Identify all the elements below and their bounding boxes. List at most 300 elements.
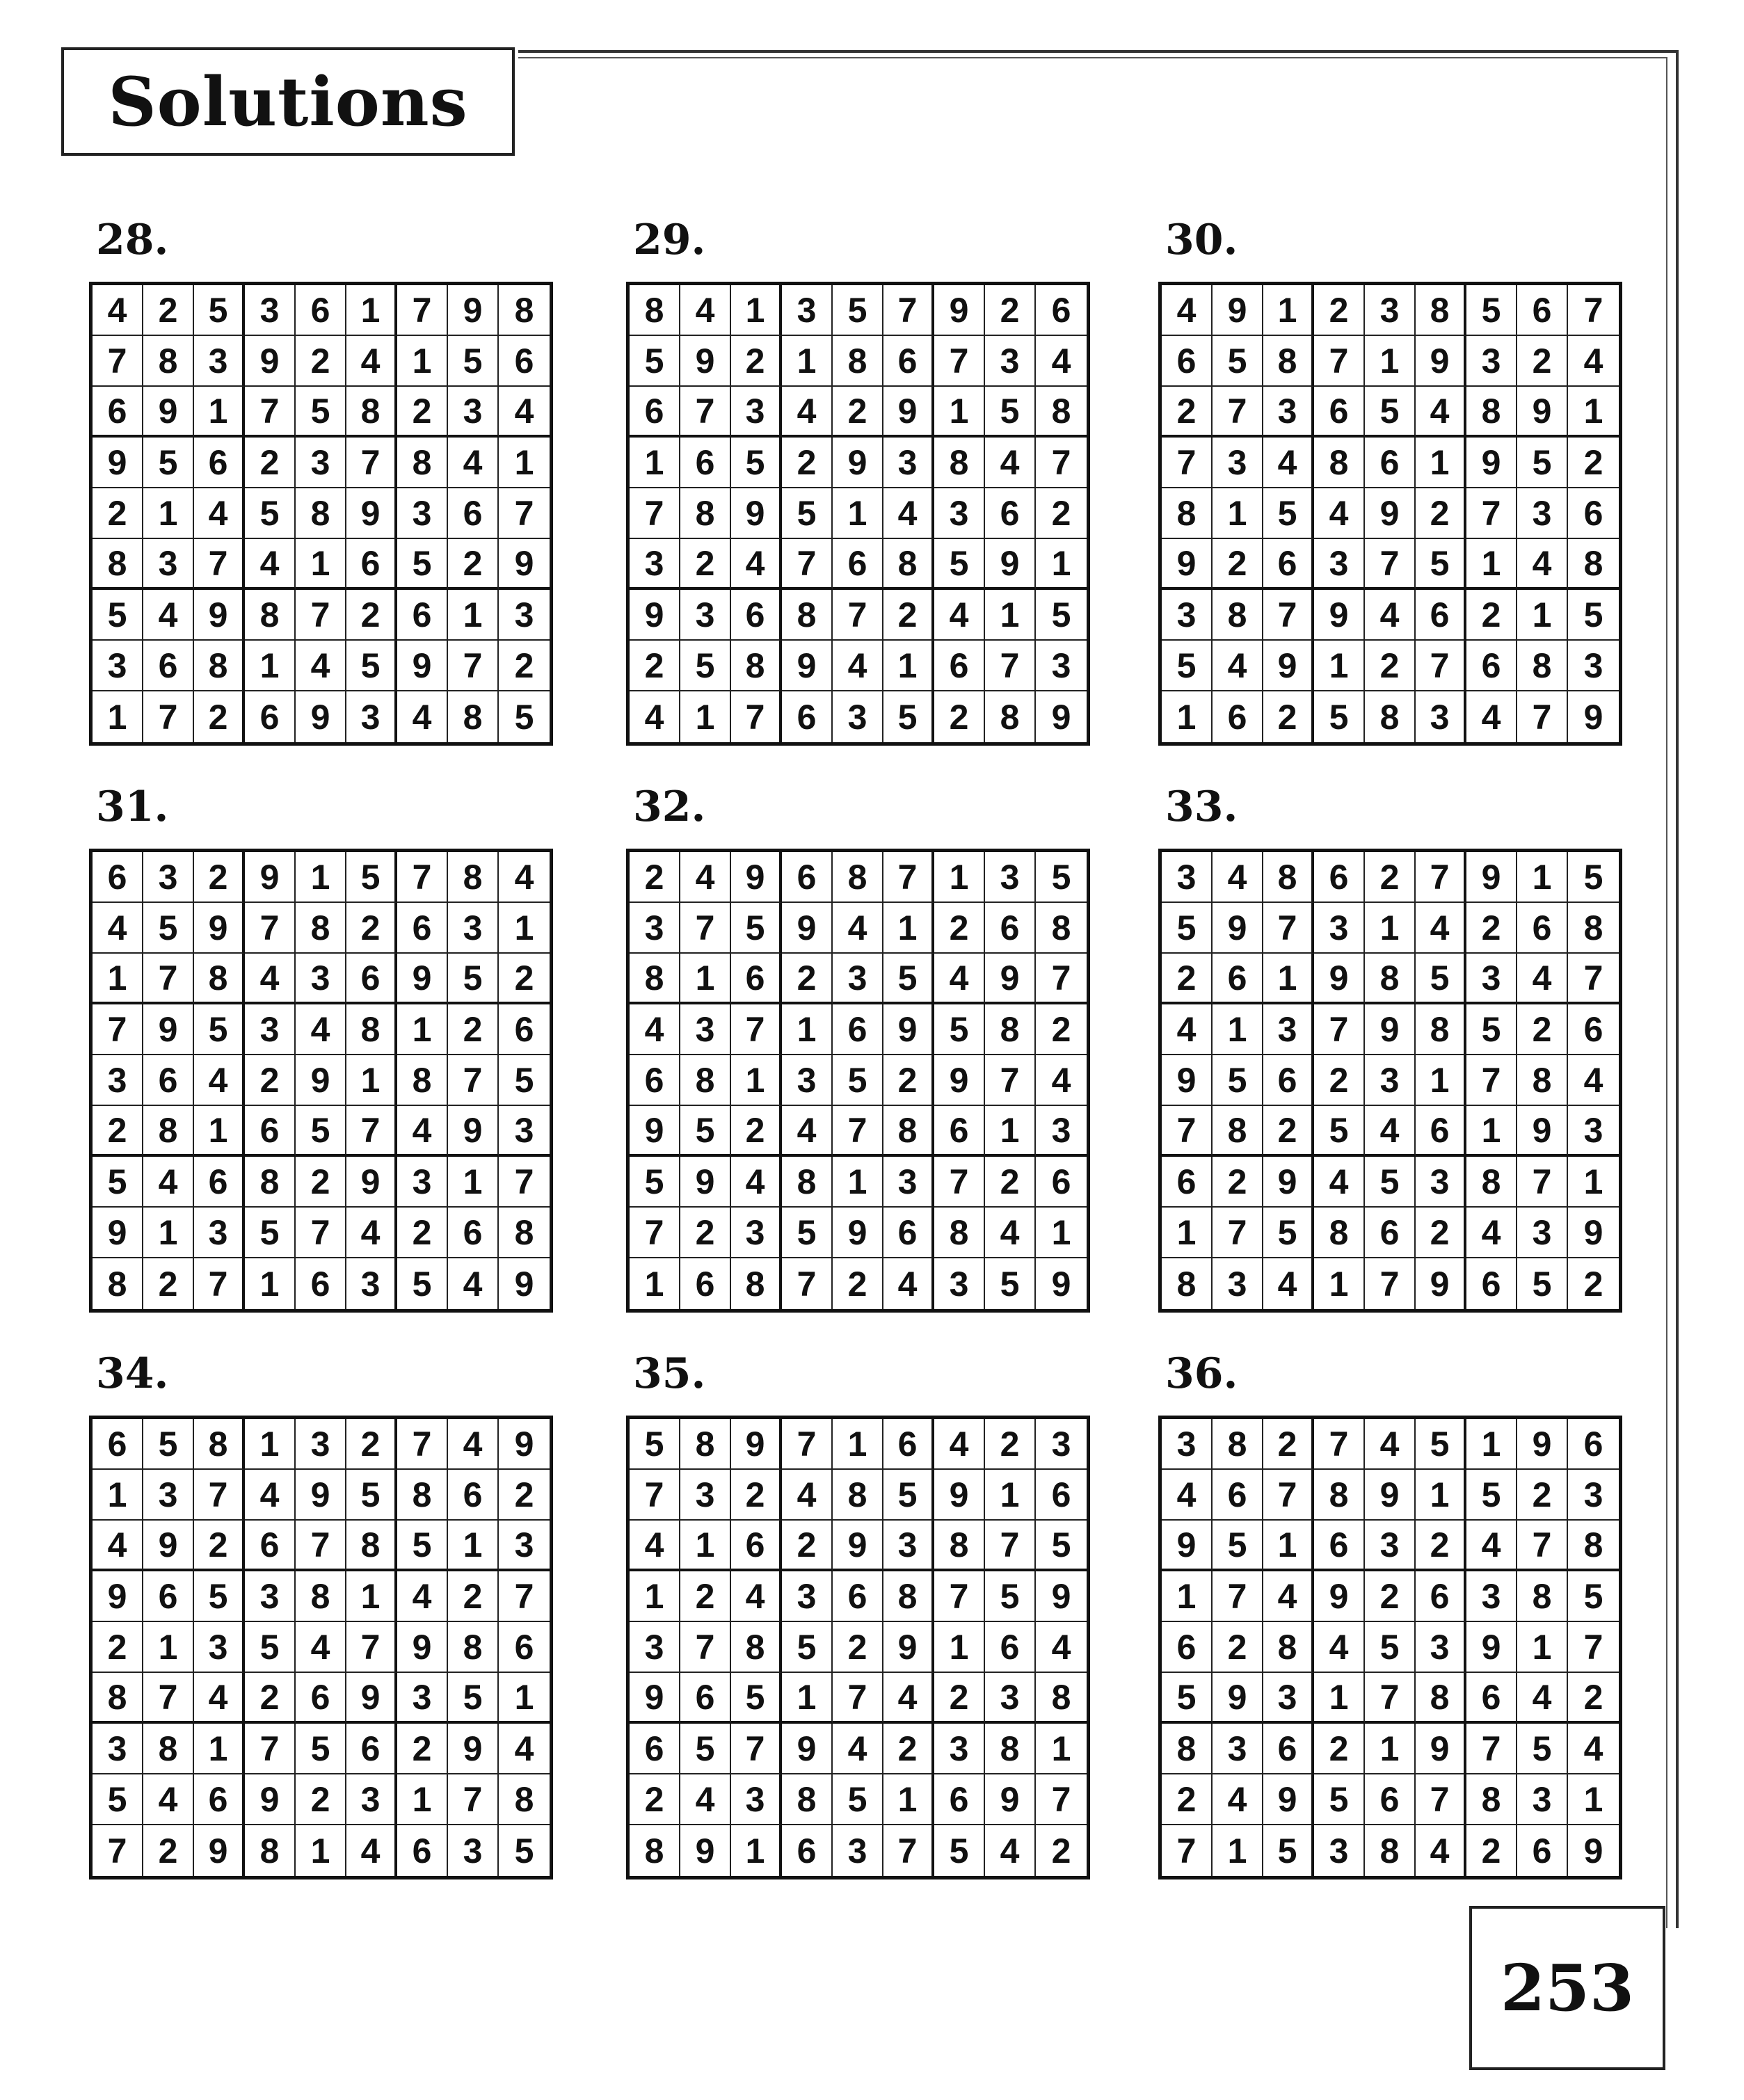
grid-cell: 3 [1517,488,1568,539]
grid-cell: 7 [731,1724,782,1774]
grid-cell: 3 [1213,1258,1263,1309]
grid-cell: 5 [934,539,985,590]
grid-cell: 5 [833,1774,883,1825]
grid-cell: 2 [680,1208,731,1258]
page-title: Solutions [108,62,468,141]
grid-cell: 6 [883,1419,934,1470]
grid-cell: 4 [1263,1258,1314,1309]
grid-cell: 3 [1162,852,1213,903]
grid-cell: 1 [1162,691,1213,742]
grid-cell: 9 [833,1521,883,1571]
grid-cell: 8 [680,488,731,539]
grid-cell: 4 [93,285,143,336]
grid-cell: 1 [397,1774,448,1825]
grid-cell: 8 [1213,1419,1263,1470]
title-box [61,47,515,156]
grid-cell: 1 [245,1419,296,1470]
grid-cell: 6 [1314,852,1365,903]
grid-cell: 7 [680,387,731,438]
grid-cell: 9 [1365,1004,1416,1055]
grid-cell: 6 [630,1055,680,1106]
grid-cell: 4 [630,691,680,742]
grid-cell: 5 [1162,1673,1213,1724]
grid-cell: 8 [245,1825,296,1876]
grid-cell: 8 [397,438,448,488]
grid-cell: 7 [1466,488,1517,539]
grid-cell: 6 [833,539,883,590]
grid-cell: 5 [883,691,934,742]
grid-cell: 9 [296,1470,346,1521]
grid-cell: 8 [1517,641,1568,691]
grid-cell: 6 [1365,438,1416,488]
grid-cell: 6 [1213,691,1263,742]
grid-cell: 8 [93,1673,143,1724]
grid-cell: 4 [1314,488,1365,539]
grid-cell: 1 [630,1571,680,1622]
grid-cell: 7 [1466,1724,1517,1774]
grid-cell: 4 [143,590,194,641]
grid-cell: 1 [1365,903,1416,954]
grid-cell: 7 [1517,1157,1568,1208]
grid-cell: 6 [1416,1571,1466,1622]
grid-cell: 5 [448,336,499,387]
grid-cell: 7 [499,488,550,539]
grid-cell: 2 [245,438,296,488]
grid-cell: 1 [397,336,448,387]
grid-cell: 8 [1213,1106,1263,1157]
grid-cell: 5 [1263,1208,1314,1258]
grid-cell: 4 [499,387,550,438]
grid-cell: 7 [934,1571,985,1622]
grid-cell: 4 [194,488,245,539]
grid-cell: 7 [1568,285,1619,336]
grid-cell: 8 [499,1208,550,1258]
grid-cell: 3 [1263,1004,1314,1055]
grid-cell: 7 [397,285,448,336]
grid-cell: 6 [1517,285,1568,336]
grid-cell: 6 [245,691,296,742]
grid-cell: 6 [1568,488,1619,539]
grid-cell: 6 [1517,1825,1568,1876]
grid-cell: 8 [397,1470,448,1521]
grid-cell: 5 [143,1419,194,1470]
grid-cell: 5 [782,1622,833,1673]
grid-cell: 5 [1517,438,1568,488]
grid-cell: 1 [1036,1208,1087,1258]
grid-cell: 5 [680,641,731,691]
grid-cell: 1 [1314,641,1365,691]
grid-cell: 1 [448,590,499,641]
grid-cell: 2 [1583,1264,1603,1304]
grid-cell: 7 [245,387,296,438]
page-frame-top [518,50,1679,53]
grid-cell: 4 [1314,1157,1365,1208]
grid-cell: 4 [883,1673,934,1724]
grid-cell: 3 [1162,590,1213,641]
grid-cell: 3 [346,691,397,742]
grid-cell: 4 [680,1774,731,1825]
grid-cell: 4 [934,1419,985,1470]
grid-cell: 6 [934,641,985,691]
grid-cell: 3 [1213,438,1263,488]
grid-cell: 1 [296,1825,346,1876]
grid-cell: 4 [934,954,985,1004]
grid-cell: 9 [1517,387,1568,438]
grid-cell: 7 [1466,1055,1517,1106]
grid-cell: 3 [731,1774,782,1825]
grid-cell: 9 [1162,1521,1213,1571]
grid-cell: 1 [985,1470,1036,1521]
grid-cell: 2 [448,539,499,590]
grid-cell: 4 [397,691,448,742]
grid-cell: 8 [499,1774,550,1825]
grid-cell: 2 [782,1521,833,1571]
grid-cell: 6 [1517,903,1568,954]
grid-cell: 7 [934,336,985,387]
grid-cell: 3 [934,1258,985,1309]
grid-cell: 3 [296,1419,346,1470]
grid-cell: 8 [93,539,143,590]
grid-cell: 7 [1263,590,1314,641]
grid-cell: 5 [499,1055,550,1106]
grid-cell: 6 [782,1825,833,1876]
grid-cell: 9 [985,954,1036,1004]
grid-cell: 7 [143,691,194,742]
grid-cell: 8 [985,1724,1036,1774]
grid-cell: 5 [296,1106,346,1157]
grid-cell: 1 [93,691,143,742]
grid-cell: 7 [499,1571,550,1622]
grid-cell: 1 [883,903,934,954]
grid-cell: 4 [143,1157,194,1208]
grid-cell: 1 [1365,336,1416,387]
grid-cell: 6 [883,1208,934,1258]
grid-cell: 2 [143,1258,194,1309]
grid-cell: 7 [985,641,1036,691]
grid-cell: 5 [630,1419,680,1470]
grid-cell: 1 [630,438,680,488]
grid-cell: 5 [782,488,833,539]
grid-cell: 7 [93,1825,143,1876]
grid-cell: 1 [934,387,985,438]
puzzle-solution [1158,783,1622,1313]
grid-cell: 9 [1466,1622,1517,1673]
grid-cell: 2 [346,590,397,641]
grid-cell: 5 [514,697,534,737]
grid-cell: 2 [731,336,782,387]
grid-cell: 5 [194,1571,245,1622]
grid-cell: 8 [782,1157,833,1208]
grid-cell: 2 [1568,1673,1619,1724]
grid-cell: 5 [245,488,296,539]
grid-cell: 3 [1466,336,1517,387]
grid-cell: 2 [93,488,143,539]
grid-cell: 7 [782,1258,833,1309]
grid-cell: 3 [782,1571,833,1622]
grid-cell: 3 [296,954,346,1004]
grid-cell: 5 [245,1208,296,1258]
grid-cell: 1 [93,954,143,1004]
grid-cell: 4 [499,1724,550,1774]
grid-cell: 2 [934,1673,985,1724]
grid-cell: 2 [499,641,550,691]
grid-cell: 5 [143,903,194,954]
grid-cell: 5 [1036,590,1087,641]
grid-cell: 9 [1263,1157,1314,1208]
grid-cell: 2 [448,1571,499,1622]
grid-cell: 5 [1213,1055,1263,1106]
grid-cell: 1 [1263,285,1314,336]
grid-cell: 2 [1416,1521,1466,1571]
grid-cell: 5 [296,1724,346,1774]
grid-cell: 2 [1314,1724,1365,1774]
grid-cell: 6 [782,852,833,903]
grid-cell: 1 [194,387,245,438]
grid-cell: 2 [1263,691,1314,742]
grid-cell: 3 [985,1673,1036,1724]
grid-cell: 9 [1416,1724,1466,1774]
grid-cell: 3 [934,488,985,539]
grid-cell: 3 [680,1004,731,1055]
grid-cell: 1 [883,1774,934,1825]
grid-cell: 1 [1314,1258,1365,1309]
grid-cell: 5 [630,1157,680,1208]
grid-cell: 4 [245,1470,296,1521]
grid-cell: 1 [448,1157,499,1208]
grid-cell: 1 [1416,1055,1466,1106]
grid-cell: 5 [1365,1622,1416,1673]
grid-cell: 6 [499,1004,550,1055]
grid-cell: 7 [731,691,782,742]
grid-cell: 8 [1162,1724,1213,1774]
grid-cell: 3 [1314,903,1365,954]
grid-cell: 2 [985,1419,1036,1470]
page-number-box [1469,1906,1665,2070]
grid-cell: 2 [833,387,883,438]
grid-cell: 9 [1583,1831,1603,1870]
grid-cell: 1 [1036,539,1087,590]
grid-cell: 2 [397,1208,448,1258]
grid-cell: 6 [985,488,1036,539]
grid-cell: 9 [514,1264,534,1304]
grid-cell: 1 [1416,1470,1466,1521]
grid-cell: 2 [833,1622,883,1673]
sudoku-grid [1158,849,1622,1313]
grid-cell: 2 [1466,903,1517,954]
grid-cell: 4 [985,438,1036,488]
grid-cell: 8 [985,1004,1036,1055]
grid-cell: 8 [1466,1774,1517,1825]
grid-cell: 7 [1416,852,1466,903]
grid-cell: 7 [1365,1673,1416,1724]
grid-cell: 7 [1213,1208,1263,1258]
grid-cell: 4 [1568,1724,1619,1774]
grid-cell: 1 [1466,539,1517,590]
grid-cell: 9 [296,691,346,742]
grid-cell: 9 [499,1419,550,1470]
grid-cell: 2 [1517,1470,1568,1521]
grid-cell: 9 [1036,1571,1087,1622]
grid-cell: 2 [397,1724,448,1774]
grid-cell: 9 [782,903,833,954]
grid-cell: 4 [143,1774,194,1825]
grid-cell: 5 [1213,1521,1263,1571]
grid-cell: 1 [397,1004,448,1055]
grid-cell: 4 [1568,1055,1619,1106]
grid-cell: 8 [1517,1055,1568,1106]
grid-cell: 8 [245,590,296,641]
grid-cell: 3 [985,336,1036,387]
grid-cell: 4 [499,852,550,903]
grid-cell: 6 [1568,1004,1619,1055]
grid-cell: 4 [833,1724,883,1774]
grid-cell: 3 [499,590,550,641]
grid-cell: 2 [934,903,985,954]
grid-cell: 9 [448,285,499,336]
grid-cell: 8 [883,1106,934,1157]
grid-cell: 8 [346,1521,397,1571]
grid-cell: 1 [296,539,346,590]
grid-cell: 9 [93,1571,143,1622]
grid-cell: 3 [1036,641,1087,691]
grid-cell: 3 [1517,1208,1568,1258]
grid-cell: 3 [397,1157,448,1208]
grid-cell: 9 [1051,697,1071,737]
grid-cell: 2 [194,1521,245,1571]
grid-cell: 5 [1416,539,1466,590]
grid-cell: 7 [1213,387,1263,438]
grid-cell: 4 [93,1521,143,1571]
grid-cell: 6 [194,438,245,488]
grid-cell: 8 [1263,336,1314,387]
grid-cell: 1 [731,285,782,336]
grid-cell: 1 [1036,1724,1087,1774]
grid-cell: 2 [1517,336,1568,387]
grid-cell: 3 [499,1106,550,1157]
grid-cell: 8 [1568,903,1619,954]
grid-cell: 5 [934,1825,985,1876]
grid-cell: 2 [985,1157,1036,1208]
grid-cell: 5 [514,1831,534,1870]
grid-cell: 6 [1263,539,1314,590]
grid-cell: 4 [782,387,833,438]
grid-cell: 2 [499,1470,550,1521]
grid-cell: 2 [985,285,1036,336]
grid-cell: 4 [296,1004,346,1055]
grid-cell: 9 [1263,641,1314,691]
grid-cell: 2 [833,1258,883,1309]
grid-cell: 4 [1416,903,1466,954]
grid-cell: 8 [1365,954,1416,1004]
grid-cell: 9 [1162,1055,1213,1106]
grid-cell: 4 [245,954,296,1004]
grid-cell: 8 [194,1419,245,1470]
grid-cell: 4 [346,1825,397,1876]
grid-cell: 9 [1213,1673,1263,1724]
grid-cell: 2 [296,1774,346,1825]
grid-cell: 6 [194,1774,245,1825]
grid-cell: 8 [1213,590,1263,641]
grid-cell: 7 [499,1157,550,1208]
grid-cell: 6 [245,1521,296,1571]
grid-cell: 9 [296,1055,346,1106]
grid-cell: 1 [985,1106,1036,1157]
grid-cell: 4 [833,641,883,691]
grid-cell: 9 [985,539,1036,590]
grid-cell: 9 [934,285,985,336]
grid-cell: 7 [1162,438,1213,488]
grid-cell: 3 [833,1825,883,1876]
grid-cell: 7 [397,1419,448,1470]
grid-cell: 7 [346,1622,397,1673]
grid-cell: 6 [1365,1774,1416,1825]
grid-cell: 1 [143,1622,194,1673]
grid-cell: 7 [448,1774,499,1825]
grid-cell: 8 [346,1004,397,1055]
grid-cell: 9 [397,641,448,691]
grid-cell: 8 [680,1419,731,1470]
grid-cell: 1 [833,488,883,539]
grid-cell: 9 [397,954,448,1004]
grid-cell: 7 [1162,1825,1213,1876]
grid-cell: 3 [93,1055,143,1106]
grid-cell: 5 [397,1521,448,1571]
grid-cell: 8 [397,1055,448,1106]
grid-cell: 5 [1416,1419,1466,1470]
grid-cell: 7 [1036,438,1087,488]
grid-cell: 8 [1263,852,1314,903]
grid-cell: 7 [782,1419,833,1470]
grid-cell: 9 [143,1521,194,1571]
grid-cell: 9 [630,1673,680,1724]
grid-cell: 2 [883,1724,934,1774]
grid-cell: 8 [934,1208,985,1258]
grid-cell: 8 [296,1571,346,1622]
grid-cell: 4 [731,1157,782,1208]
grid-cell: 1 [1568,1157,1619,1208]
grid-cell: 6 [985,1622,1036,1673]
grid-cell: 2 [731,1470,782,1521]
grid-cell: 7 [93,336,143,387]
puzzle-solution [89,216,553,746]
grid-cell: 7 [1263,1470,1314,1521]
grid-cell: 2 [1263,1106,1314,1157]
grid-cell: 3 [630,903,680,954]
grid-cell: 6 [296,285,346,336]
puzzle-solution [89,783,553,1313]
puzzle-number: 32. [633,783,706,831]
grid-cell: 3 [731,387,782,438]
grid-cell: 7 [296,1521,346,1571]
grid-cell: 6 [731,590,782,641]
grid-cell: 3 [883,1521,934,1571]
grid-cell: 9 [1051,1264,1071,1304]
grid-cell: 4 [1036,1055,1087,1106]
grid-cell: 9 [1568,1208,1619,1258]
grid-cell: 2 [1314,1055,1365,1106]
grid-cell: 5 [346,1470,397,1521]
grid-cell: 2 [782,954,833,1004]
grid-cell: 5 [1517,1258,1568,1309]
grid-cell: 9 [680,336,731,387]
grid-cell: 8 [782,1774,833,1825]
grid-cell: 3 [1568,1106,1619,1157]
grid-cell: 8 [499,285,550,336]
grid-cell: 4 [1466,691,1517,742]
grid-cell: 5 [1568,590,1619,641]
grid-cell: 8 [1036,903,1087,954]
grid-cell: 6 [1036,1157,1087,1208]
